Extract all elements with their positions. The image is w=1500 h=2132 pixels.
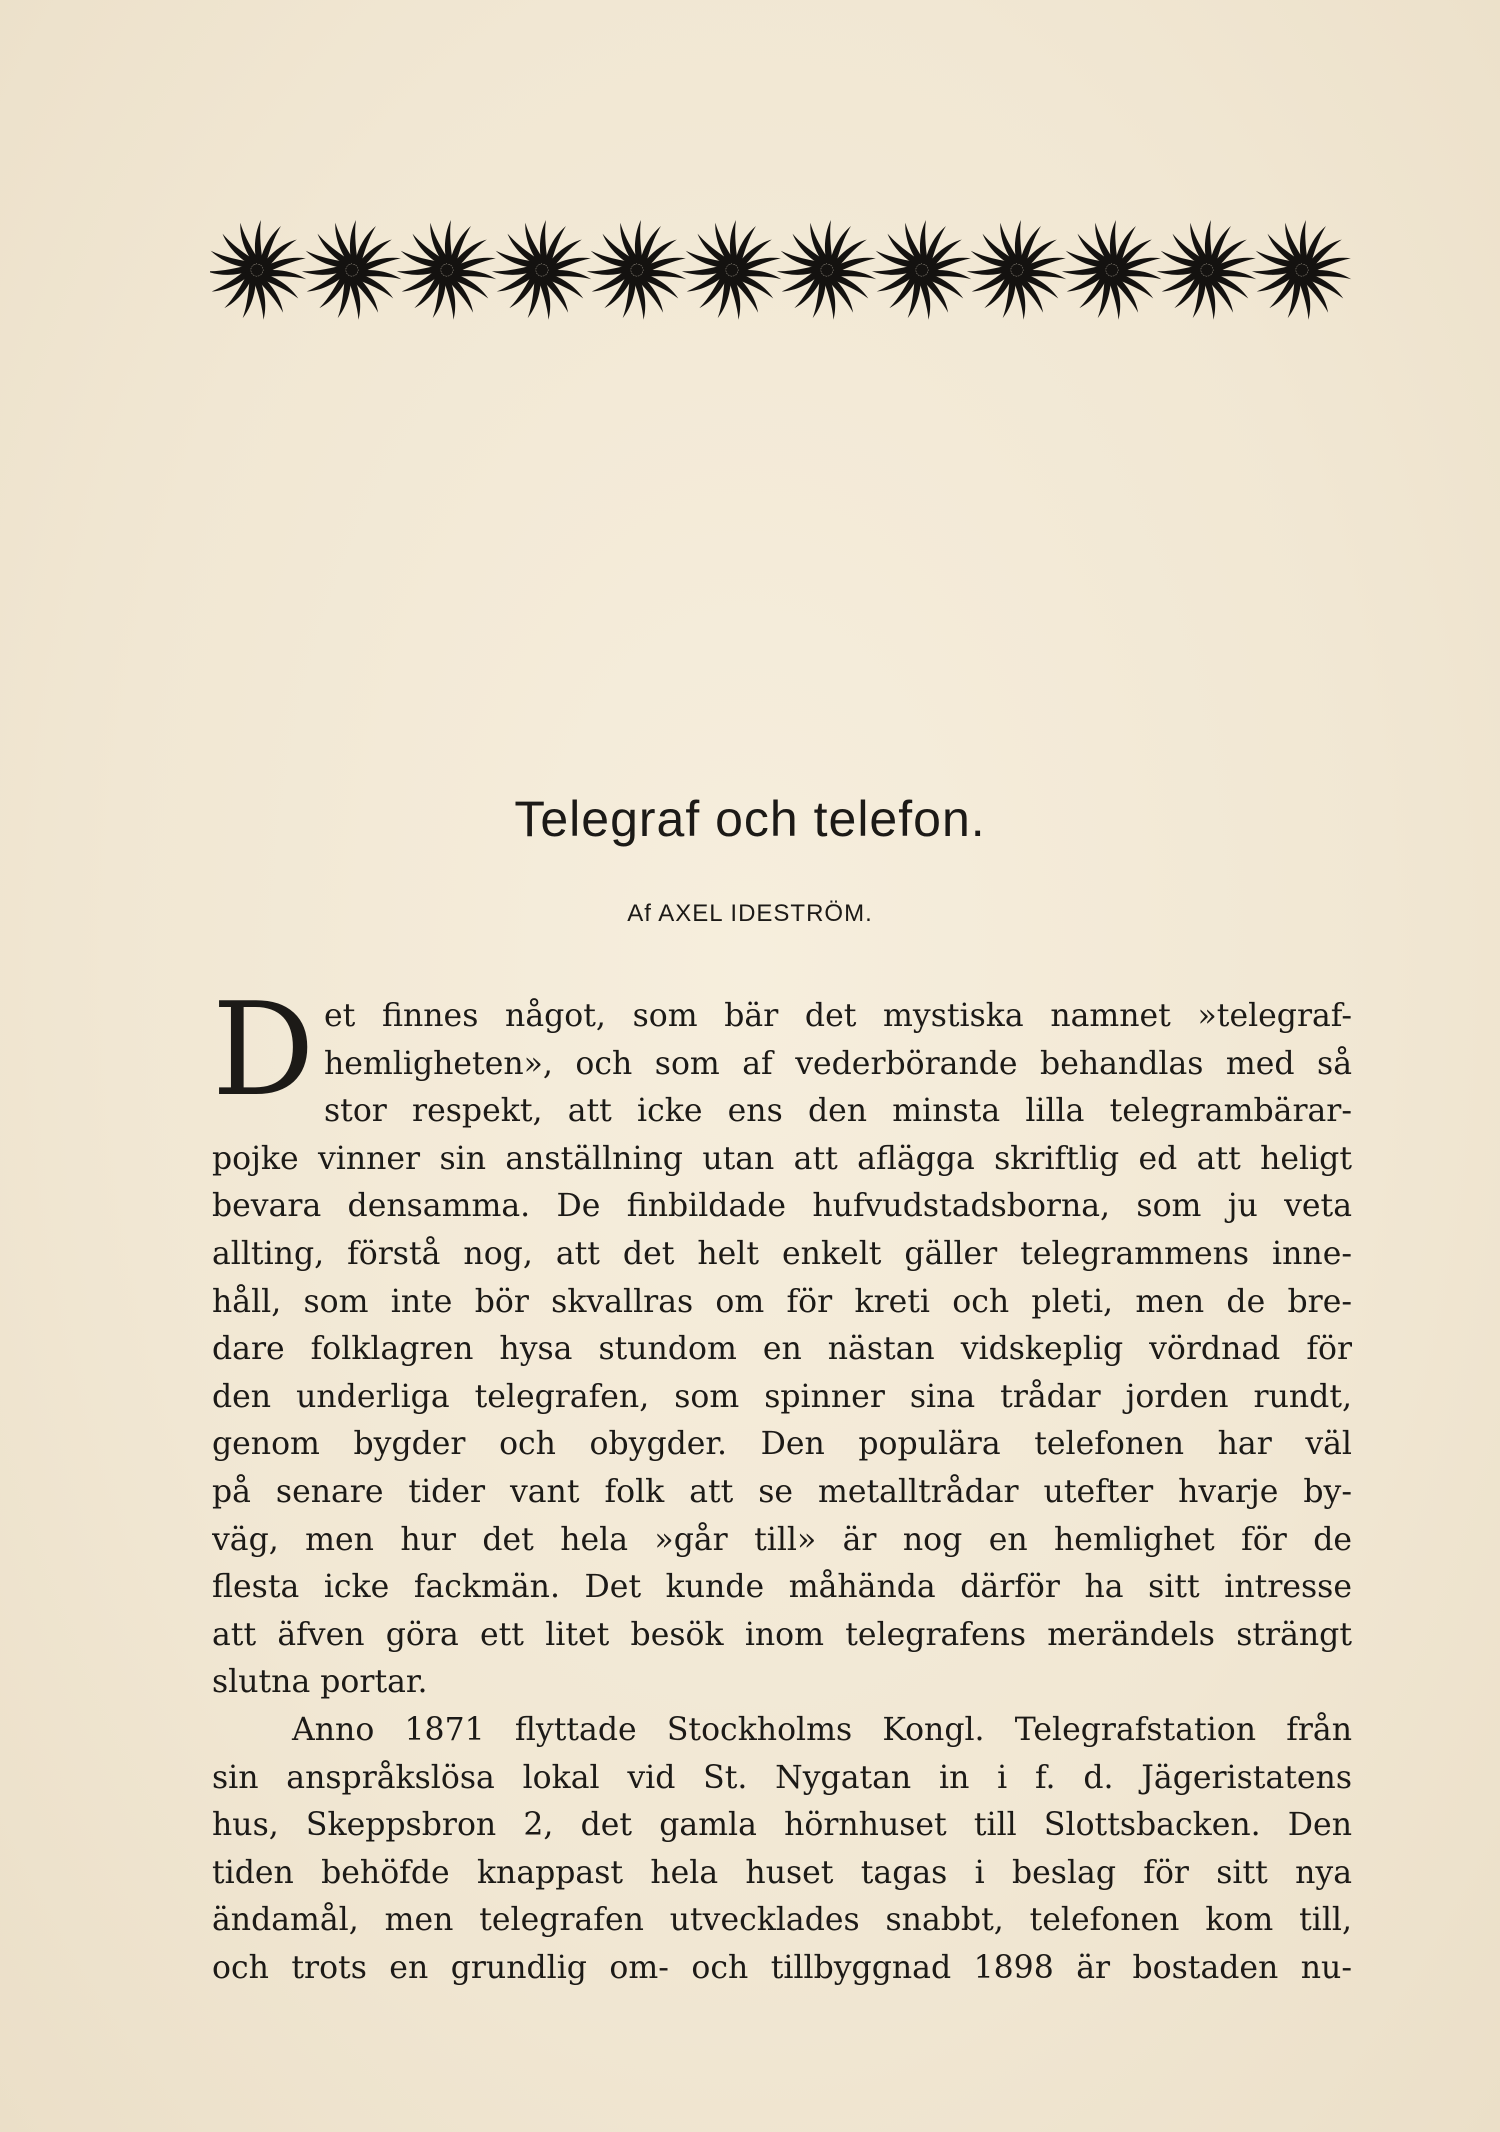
text-line: stor respekt, att icke ens den minsta lilla telegrambärar- — [324, 1093, 1352, 1130]
text-line: och trots en grundlig om- och tillbyggnad 1898 är bostaden nu- — [212, 1949, 1352, 1986]
text-line: hus, Skeppsbron 2, det gamla hörnhuset till Slottsbacken. Den — [212, 1807, 1352, 1844]
text-line: bevara densamma. De finbildade hufvudstadsborna, som ju veta — [212, 1188, 1352, 1225]
article-body — [212, 976, 1352, 1992]
text-line: hemligheten», och som af vederbörande behandlas med så — [324, 1045, 1352, 1082]
text-line: pojke vinner sin anställning utan att aflägga skriftlig ed att heligt — [212, 1140, 1352, 1177]
text-line: flesta icke fackmän. Det kunde måhända därför ha sitt intresse — [212, 1569, 1352, 1606]
text-line: håll, som inte bör skvallras om för kreti och pleti, men de bre- — [212, 1283, 1352, 1320]
drop-cap: D — [212, 976, 315, 1125]
article-byline: Af AXEL IDESTRÖM. — [627, 900, 873, 927]
text-line: slutna portar. — [212, 1664, 428, 1701]
text-line: allting, förstå nog, att det helt enkelt gäller telegrammens inne- — [212, 1235, 1352, 1272]
text-line: dare folklagren hysa stundom en nästan vidskeplig vördnad för — [212, 1331, 1352, 1368]
text-line: genom bygder och obygder. Den populära telefonen har väl — [212, 1426, 1352, 1463]
decorative-star-border-icon — [210, 215, 1355, 325]
text-line: väg, men hur det hela »går till» är nog en hemlighet för de — [212, 1521, 1352, 1558]
text-line: på senare tider vant folk att se metalltrådar utefter hvarje by- — [212, 1473, 1352, 1510]
text-line: den underliga telegrafen, som spinner sina trådar jorden rundt, — [212, 1378, 1352, 1415]
text-line: ändamål, men telegrafen utvecklades snabbt, telefonen kom till, — [212, 1902, 1352, 1939]
text-line: Anno 1871 flyttade Stockholms Kongl. Telegrafstation från — [292, 1711, 1352, 1748]
article-title: Telegraf och telefon. — [514, 791, 986, 847]
text-line: att äfven göra ett litet besök inom telegrafens merändels strängt — [212, 1616, 1352, 1653]
text-line: sin anspråkslösa lokal vid St. Nygatan in i f. d. Jägeristatens — [212, 1759, 1352, 1796]
text-line: et finnes något, som bär det mystiska namnet »telegraf- — [324, 998, 1352, 1034]
text-line: tiden behöfde knappast hela huset tagas i beslag för sitt nya — [212, 1854, 1352, 1891]
